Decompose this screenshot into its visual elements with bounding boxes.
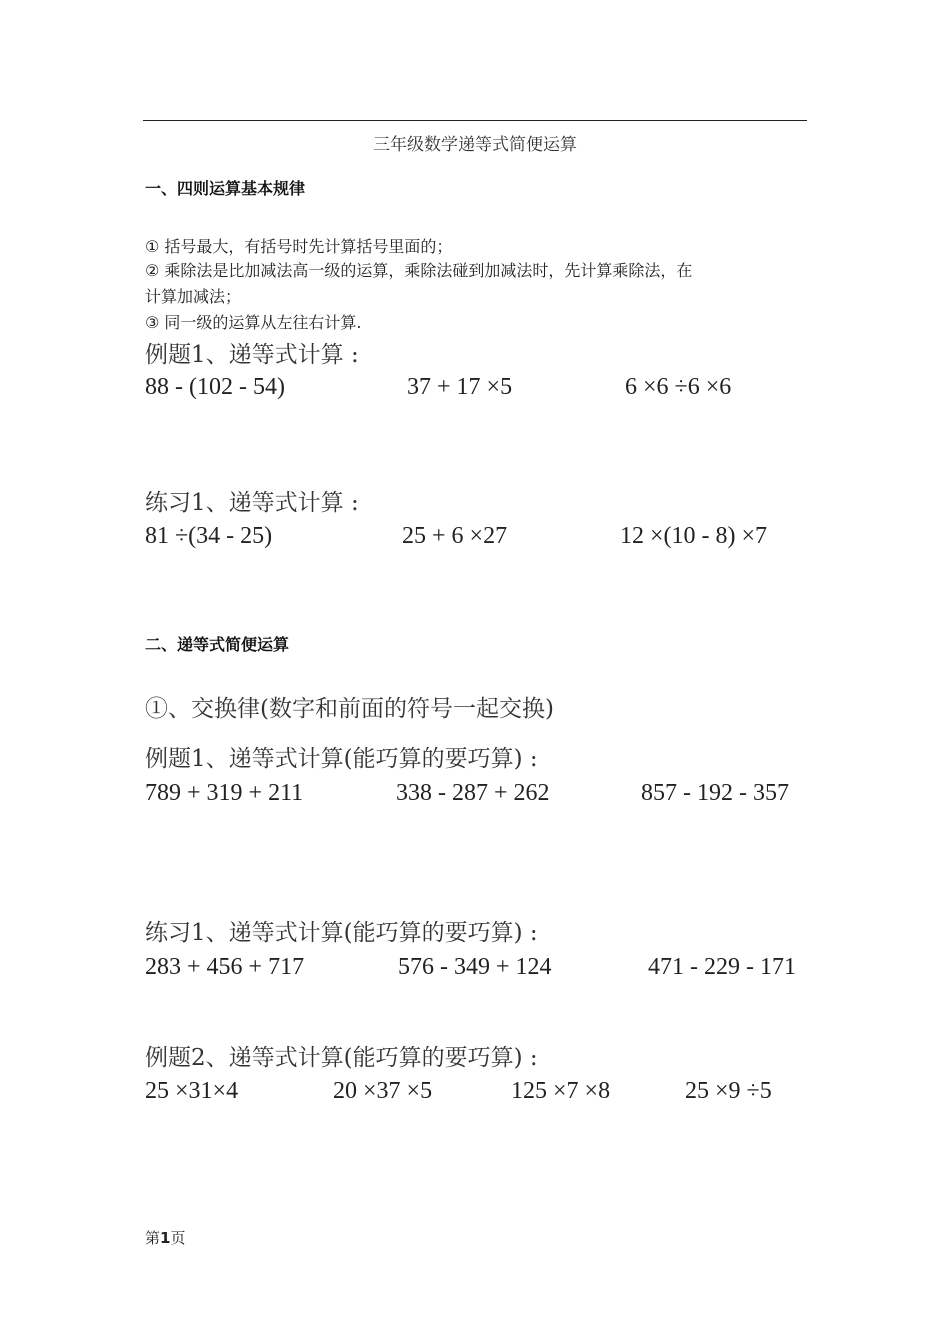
rule-line-2: ② 乘除法是比加减法高一级的运算，乘除法碰到加减法时，先计算乘除法，在 <box>145 261 693 280</box>
example-1-expr-2: 37 + 17 ×5 <box>407 374 513 400</box>
section-heading-simplify: 二、递等式简便运算 <box>145 635 290 654</box>
section-heading-rules: 一、四则运算基本规律 <box>145 179 306 198</box>
example-2-1-expr-3: 857 - 192 - 357 <box>641 780 789 806</box>
example-2-1-label: 例题1、递等式计算(能巧算的要巧算) : <box>145 746 538 772</box>
commutative-law-heading: ①、交换律(数字和前面的符号一起交换) <box>145 696 554 722</box>
example-2-2-expr-3: 125 ×7 ×8 <box>511 1078 611 1104</box>
example-2-1-expr-1: 789 + 319 + 211 <box>145 780 304 806</box>
footer-prefix: 第 <box>145 1229 161 1247</box>
footer-suffix: 页 <box>170 1229 186 1247</box>
example-2-1-expr-2: 338 - 287 + 262 <box>396 780 550 806</box>
practice-1-expr-1: 81 ÷(34 - 25) <box>145 523 273 549</box>
example-2-2-label: 例题2、递等式计算(能巧算的要巧算) : <box>145 1045 538 1071</box>
practice-1-expr-3: 12 ×(10 - 8) ×7 <box>620 523 768 549</box>
rule-line-3: ③ 同一级的运算从左往右计算. <box>145 313 362 332</box>
practice-2-1-label: 练习1、递等式计算(能巧算的要巧算) : <box>145 920 538 946</box>
page-footer <box>145 1227 185 1248</box>
example-2-2-expr-4: 25 ×9 ÷5 <box>685 1078 772 1104</box>
example-1-expr-3: 6 ×6 ÷6 ×6 <box>625 374 732 400</box>
example-2-2-expr-2: 20 ×37 ×5 <box>333 1078 433 1104</box>
rule-line-2-cont: 计算加减法； <box>145 287 242 306</box>
example-2-2-expr-1: 25 ×31×4 <box>145 1078 239 1104</box>
example-1-expr-1: 88 - (102 - 54) <box>145 374 285 400</box>
practice-2-1-expr-2: 576 - 349 + 124 <box>398 954 552 980</box>
header-rule <box>143 120 807 121</box>
practice-2-1-expr-1: 283 + 456 + 717 <box>145 954 305 980</box>
document-title: 三年级数学递等式简便运算 <box>373 135 577 155</box>
practice-1-label: 练习1、递等式计算 : <box>145 490 359 516</box>
page-number: 1 <box>160 1229 171 1247</box>
example-1-label: 例题1、递等式计算 : <box>145 342 359 368</box>
practice-2-1-expr-3: 471 - 229 - 171 <box>648 954 796 980</box>
practice-1-expr-2: 25 + 6 ×27 <box>402 523 508 549</box>
rule-line-1: ① 括号最大，有括号时先计算括号里面的； <box>145 237 453 256</box>
